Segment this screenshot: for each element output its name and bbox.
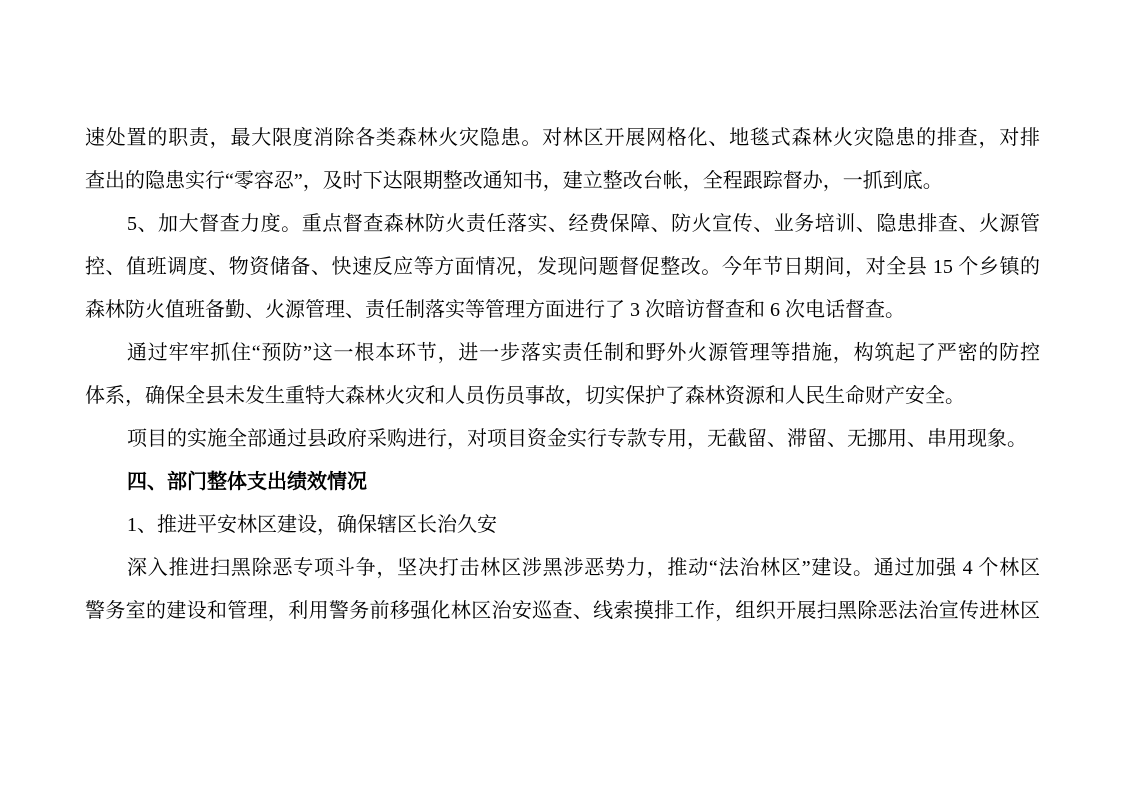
paragraph [85,332,1040,418]
text-line: 速处置的职责，最大限度消除各类森林火灾隐患。对林区开展网格化、地毯式森林火灾隐患的排查，对排 [85,127,1040,149]
text-line: 森林防火值班备勤、火源管理、责任制落实等管理方面进行了 3 次暗访督查和 6 次电话督查。 [85,299,905,321]
text-line: 体系，确保全县未发生重特大森林火灾和人员伤员事故，切实保护了森林资源和人民生命财产安全。 [85,385,965,407]
section-heading [85,461,1040,504]
document-text-block [85,117,1040,633]
paragraph [85,547,1040,633]
paragraph [85,117,1040,203]
section-heading-text: 四、部门整体支出绩效情况 [127,471,367,493]
paragraph [85,504,1040,547]
text-line: 查出的隐患实行“零容忍”，及时下达限期整改通知书，建立整改台帐，全程跟踪督办，一抓到底。 [85,170,943,192]
text-line: 1、推进平安林区建设，确保辖区长治久安 [127,514,497,536]
text-line: 5、加大督查力度。重点督查森林防火责任落实、经费保障、防火宣传、业务培训、隐患排查、火源管 [127,213,1040,235]
text-line: 通过牢牢抓住“预防”这一根本环节，进一步落实责任制和野外火源管理等措施，构筑起了严密的防控 [127,342,1040,364]
text-line: 控、值班调度、物资储备、快速反应等方面情况，发现问题督促整改。今年节日期间，对全县 15 个乡镇的 [85,256,1040,278]
text-line: 警务室的建设和管理，利用警务前移强化林区治安巡查、线索摸排工作，组织开展扫黑除恶法治宣传进林区 [85,600,1040,622]
text-line: 深入推进扫黑除恶专项斗争，坚决打击林区涉黑涉恶势力，推动“法治林区”建设。通过加强 4 个林区 [127,557,1040,579]
text-line: 项目的实施全部通过县政府采购进行，对项目资金实行专款专用，无截留、滞留、无挪用、串用现象。 [127,428,1027,450]
paragraph [85,418,1040,461]
paragraph [85,203,1040,332]
